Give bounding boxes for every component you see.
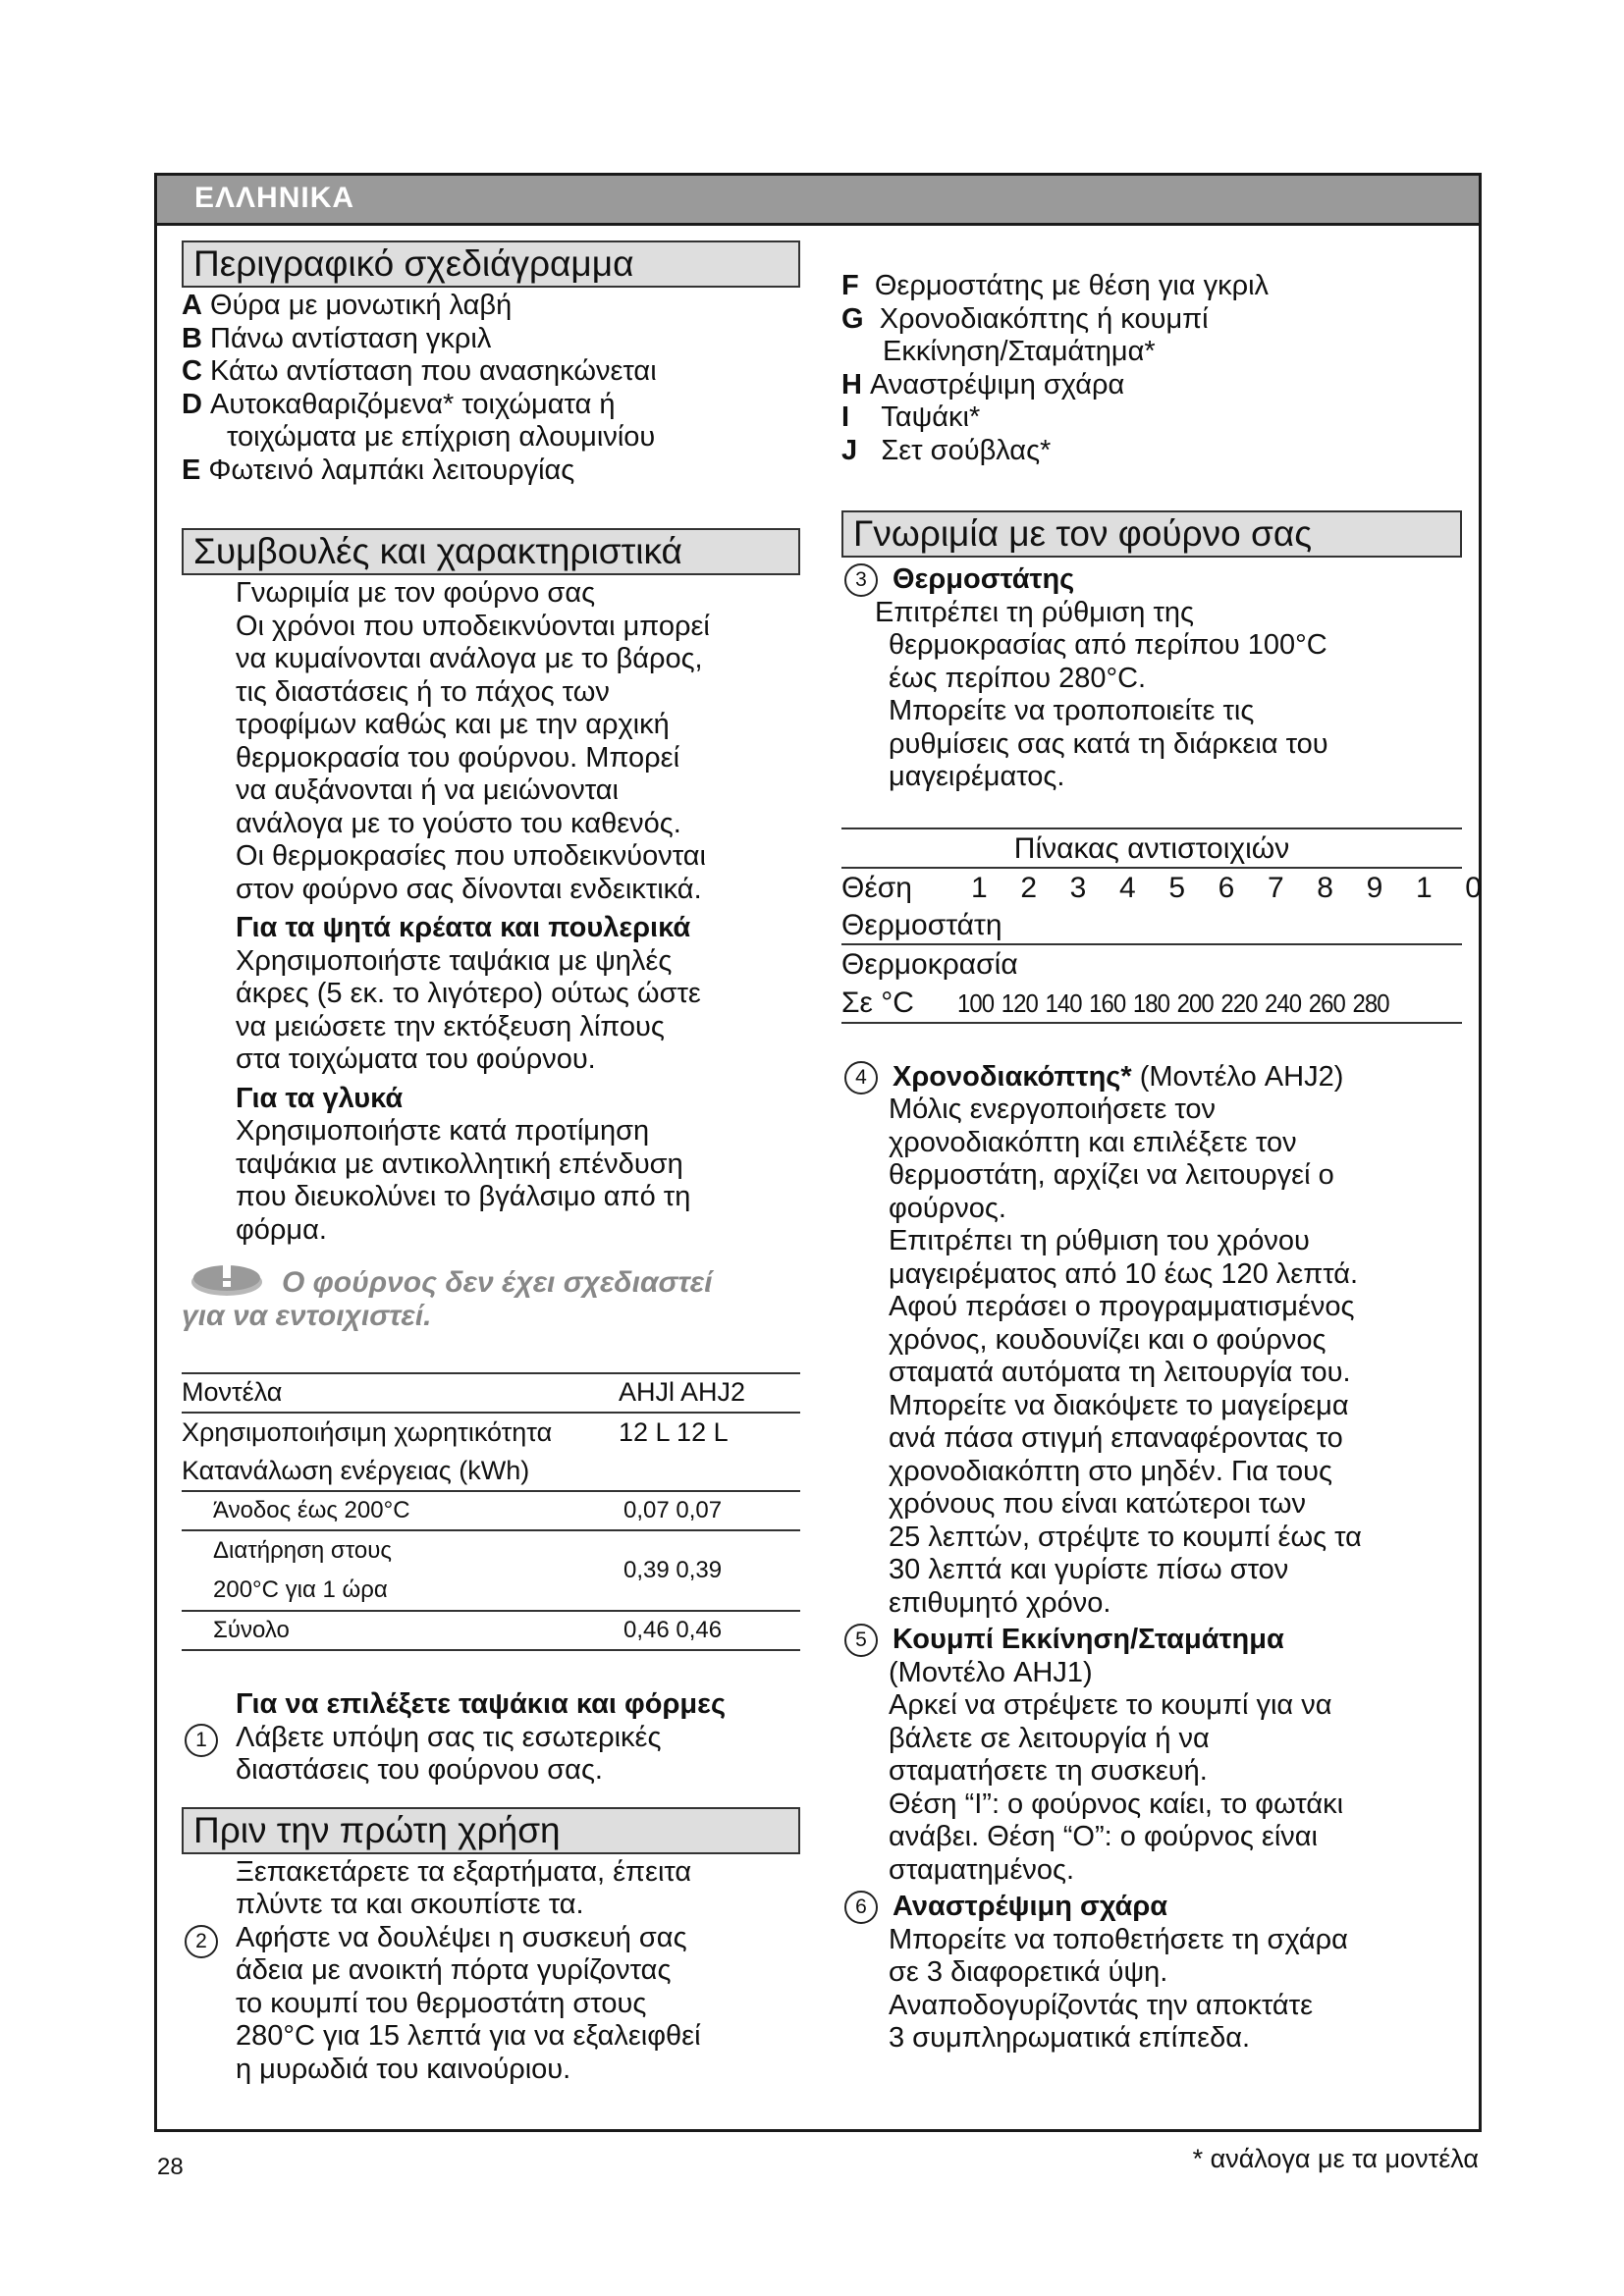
- text-line: 30 λεπτά και γυρίστε πίσω στον: [889, 1554, 1289, 1585]
- position-value: 7: [1267, 871, 1284, 904]
- table-row: [182, 1530, 800, 1611]
- text-line: Μόλις ενεργοποιήσετε τον: [889, 1094, 1217, 1125]
- text-line: ταψάκια με αντικολλητική επένδυση: [236, 1148, 683, 1180]
- timer-title-line: Χρονοδιακόπτης* (Μοντέλο AHJ2): [893, 1060, 1344, 1093]
- position-value: 3: [1069, 871, 1087, 904]
- right-column: [841, 270, 1482, 2056]
- text-line: σε 3 διαφορετικά ύψη.: [889, 1956, 1168, 1988]
- text-line: Επιτρέπει τη ρύθμιση του χρόνου: [889, 1225, 1310, 1256]
- cell-line: 200°C για 1 ώρα: [213, 1576, 388, 1603]
- table-cell: [182, 1530, 619, 1611]
- positions-list: [971, 869, 1482, 908]
- text-line: Μπορείτε να τροποποιείτε τις: [889, 695, 1255, 726]
- meat-title: Για τα ψητά κρέατα και πουλερικά: [236, 912, 691, 943]
- step-number-4: 4: [844, 1061, 878, 1095]
- text-line: πλύντε τα και σκουπίστε τα.: [236, 1889, 584, 1920]
- table-cell: AHJl AHJ2: [619, 1377, 746, 1408]
- text-line: ανάλογα με το γούστο του καθενός.: [236, 807, 681, 839]
- text-line: Μπορείτε να τοποθετήσετε τη σχάρα: [889, 1923, 1348, 1955]
- startstop-section: [841, 1624, 1470, 1887]
- position-value: 0: [1465, 871, 1482, 904]
- text-line: θερμοστάτη, αρχίζει να λειτουργεί ο: [889, 1159, 1334, 1191]
- overview-item: C Κάτω αντίσταση που ανασηκώνεται: [182, 355, 657, 387]
- position-label: Θέση: [841, 871, 912, 904]
- table-row: [182, 1373, 800, 1413]
- text-line: φούρνος.: [889, 1192, 1006, 1224]
- step-1: [182, 1688, 800, 1788]
- text-line: χρόνος, κουδουνίζει και ο φούρνος: [889, 1323, 1326, 1356]
- temperature-value: 140: [1045, 988, 1082, 1018]
- table-cell: 0,07 0,07: [623, 1497, 723, 1524]
- overview-item: A Θύρα με μονωτική λαβή: [182, 290, 513, 321]
- position-value: 8: [1317, 871, 1333, 904]
- overview-item: F Θερμοστάτης με θέση για γκριλ: [841, 270, 1270, 301]
- step-number-5: 5: [844, 1624, 878, 1657]
- oven-heading: Γνωριμία με τον φούρνο σας: [841, 510, 1462, 558]
- temperature-value: 260: [1308, 988, 1345, 1018]
- warning-note: [182, 1256, 800, 1332]
- text-line: στον φούρνο σας δίνονται ενδεικτικά.: [236, 873, 702, 905]
- text-line: Αφού περάσει ο προγραμματισμένος: [889, 1291, 1355, 1322]
- text-line: Λάβετε υπόψη σας τις εσωτερικές: [236, 1721, 662, 1753]
- text-line: να αυξάνονται ή να μειώνονται: [236, 774, 619, 806]
- text-line: Αναποδογυρίζοντάς την αποκτάτε: [889, 1989, 1314, 2021]
- text-line: Οι χρόνοι που υποδεικνύονται μπορεί: [236, 610, 710, 642]
- temperature-value: 160: [1089, 988, 1126, 1018]
- table-row: [182, 1491, 800, 1530]
- text-line: τις διαστάσεις ή το πάχος των: [236, 675, 610, 708]
- text-line: Θέση “I”: ο φούρνος καίει, το φωτάκι: [889, 1788, 1344, 1820]
- text-line: σταματά αυτόματα τη λειτουργία του.: [889, 1357, 1351, 1388]
- tips-heading: Συμβουλές και χαρακτηριστικά: [182, 528, 800, 575]
- text-line: στα τοιχώματα του φούρνου.: [236, 1043, 596, 1075]
- footnote: * ανάλογα με τα μοντέλα: [1192, 2144, 1479, 2173]
- text-line: η μυρωδιά του καινούριου.: [236, 2053, 571, 2085]
- overview-item: E Φωτεινό λαμπάκι λειτουργίας: [182, 454, 575, 486]
- overview-item: D Αυτοκαθαριζόμενα* τοιχώματα ή: [182, 388, 616, 420]
- temperatures-list: [957, 983, 1389, 1024]
- text-line: μαγειρέματος από 10 έως 120 λεπτά.: [889, 1257, 1359, 1290]
- text-line: χρονοδιακόπτη και επιλέξετε τον: [889, 1126, 1297, 1158]
- timer-section: [841, 1061, 1470, 1621]
- text-line: άδεια με ανοικτή πόρτα γυρίζοντας: [236, 1954, 672, 1986]
- warning-line-2: για να εντοιχιστεί.: [182, 1300, 432, 1332]
- first-use-body: [182, 1856, 800, 2087]
- text-line: φόρμα.: [236, 1213, 327, 1246]
- table-row: [182, 1452, 800, 1491]
- cell-line: Διατήρηση στους: [213, 1537, 392, 1564]
- text-line: να κυμαίνονται ανάλογα με το βάρος,: [236, 643, 703, 674]
- text-line: Χρησιμοποιήστε ταψάκια με ψηλές: [236, 944, 673, 977]
- table-cell: Μοντέλα: [182, 1377, 283, 1408]
- overview-list-right: [841, 270, 1470, 467]
- text-line: που διευκολύνει το βγάλσιμο από τη: [236, 1181, 691, 1212]
- step1-title: Για να επιλέξετε ταψάκια και φόρμες: [236, 1688, 727, 1720]
- position-value: 2: [1020, 871, 1038, 904]
- table-cell: Σύνολο: [213, 1617, 290, 1644]
- overview-list-left: [182, 290, 800, 487]
- page-number: 28: [157, 2154, 184, 2180]
- position-value: 9: [1366, 871, 1383, 904]
- language-bar: [157, 176, 1479, 226]
- text-line: Χρησιμοποιήστε κατά προτίμηση: [236, 1115, 650, 1147]
- text-line: ανά πάσα στιγμή επαναφέροντας το: [889, 1422, 1343, 1454]
- table-cell: Χρησιμοποιήσιμη χωρητικότητα: [182, 1416, 553, 1447]
- thermostat-section: [841, 563, 1470, 794]
- text-line: έως περίπου 280°C.: [889, 662, 1147, 694]
- text-line: 25 λεπτών, στρέψτε το κουμπί έως τα: [889, 1521, 1362, 1553]
- tips-intro: [182, 577, 800, 1247]
- position-value: 4: [1118, 871, 1136, 904]
- position-value: 1: [1415, 871, 1433, 904]
- overview-heading: Περιγραφικό σχεδιάγραμμα: [182, 240, 800, 288]
- left-column: [182, 240, 800, 2086]
- text-line: Ξεπακετάρετε τα εξαρτήματα, έπειτα: [236, 1855, 692, 1888]
- warning-icon: [188, 1256, 266, 1300]
- text-line: Γνωριμία με τον φούρνο σας: [236, 577, 596, 609]
- warning-line-1: Ο φούρνος δεν έχει σχεδιαστεί: [282, 1266, 713, 1299]
- table-row: [182, 1413, 800, 1452]
- text-line: ρυθμίσεις σας κατά τη διάρκεια του: [889, 727, 1328, 760]
- overview-item-cont: Εκκίνηση/Σταμάτημα*: [883, 336, 1156, 367]
- position-value: 6: [1218, 871, 1235, 904]
- text-line: ανάβει. Θέση “O”: ο φούρνος είναι: [889, 1821, 1318, 1852]
- text-line: να μειώσετε την εκτόξευση λίπους: [236, 1010, 665, 1042]
- text-line: Αρκεί να στρέψετε το κουμπί για να: [889, 1689, 1332, 1721]
- text-line: θερμοκρασία του φούρνου. Μπορεί: [236, 741, 680, 774]
- first-use-heading: Πριν την πρώτη χρήση: [182, 1807, 800, 1854]
- thermostat-label: Θερμοστάτη: [841, 908, 1002, 941]
- page-frame: [154, 173, 1482, 2132]
- sweets-title: Για τα γλυκά: [236, 1082, 404, 1114]
- text-line: μαγειρέματος.: [889, 761, 1065, 792]
- overview-item: J Σετ σούβλας*: [841, 434, 1052, 466]
- temperature-value: 120: [1001, 988, 1038, 1018]
- celsius-row: [841, 983, 1462, 1024]
- correspondence-title: Πίνακας αντιστοιχιών: [841, 828, 1462, 867]
- position-value: 5: [1168, 871, 1185, 904]
- text-line: χρόνους που είναι κατώτεροι των: [889, 1488, 1307, 1520]
- text-line: Επιτρέπει τη ρύθμιση της: [875, 596, 1195, 628]
- table-cell: 0,39 0,39: [623, 1557, 723, 1584]
- overview-item: B Πάνω αντίσταση γκριλ: [182, 322, 492, 354]
- rack-title: Αναστρέψιμη σχάρα: [893, 1891, 1168, 1922]
- text-line: επιθυμητό χρόνο.: [889, 1586, 1111, 1619]
- text-line: 280°C για 15 λεπτά για να εξαλειφθεί: [236, 2020, 701, 2052]
- overview-item-cont: τοιχώματα με επίχριση αλουμινίου: [227, 421, 656, 453]
- table-row: [182, 1611, 800, 1650]
- thermostat-title: Θερμοστάτης: [893, 563, 1075, 595]
- temperature-value: 280: [1352, 988, 1389, 1018]
- step-number-6: 6: [844, 1891, 878, 1924]
- temperature-value: 220: [1220, 988, 1258, 1018]
- text-line: διαστάσεις του φούρνου σας.: [236, 1754, 603, 1786]
- overview-item: H Αναστρέψιμη σχάρα: [841, 368, 1125, 400]
- step-number-2: 2: [185, 1925, 218, 1958]
- step-number-3: 3: [844, 563, 878, 597]
- text-line: 3 συμπληρωματικά επίπεδα.: [889, 2022, 1251, 2054]
- correspondence-table: [841, 828, 1482, 1024]
- temperature-label: Θερμοκρασία: [841, 943, 1462, 983]
- overview-item: G Χρονοδιακόπτης ή κουμπί: [841, 302, 1209, 335]
- rack-section: [841, 1891, 1470, 2056]
- position-value: 1: [971, 871, 988, 904]
- models-table: [182, 1372, 800, 1651]
- table-cell: Άνοδος έως 200°C: [213, 1497, 410, 1524]
- text-line: το κουμπί του θερμοστάτη στους: [236, 1987, 647, 2019]
- step-number-1: 1: [185, 1724, 218, 1757]
- text-line: Αφήστε να δουλέψει η συσκευή σας: [236, 1921, 687, 1953]
- text-line: Μπορείτε να διακόψετε το μαγείρεμα: [889, 1389, 1349, 1421]
- text-line: σταματήσετε τη συσκευή.: [889, 1755, 1208, 1787]
- text-line: άκρες (5 εκ. το λιγότερο) ούτως ώστε: [236, 978, 701, 1009]
- text-line: (Μοντέλο AHJ1): [889, 1656, 1093, 1688]
- text-line: χρονοδιακόπτη στο μηδέν. Για τους: [889, 1455, 1332, 1487]
- temperature-value: 100: [957, 988, 995, 1018]
- text-line: βάλετε σε λειτουργία ή να: [889, 1722, 1210, 1754]
- temperature-value: 240: [1265, 988, 1302, 1018]
- text-line: σταματημένος.: [889, 1853, 1075, 1886]
- text-line: θερμοκρασίας από περίπου 100°C: [889, 629, 1327, 661]
- temperature-value: 180: [1132, 988, 1170, 1018]
- table-cell: 12 L 12 L: [619, 1416, 729, 1447]
- text-line: Οι θερμοκρασίες που υποδεικνύονται: [236, 840, 706, 872]
- celsius-label: Σε °C: [841, 986, 914, 1019]
- position-row: [841, 867, 1482, 906]
- overview-item: I Ταψάκι*: [841, 401, 981, 433]
- temperature-value: 200: [1176, 988, 1214, 1018]
- table-cell: 0,46 0,46: [623, 1617, 723, 1644]
- startstop-title: Κουμπί Εκκίνηση/Σταμάτημα: [893, 1624, 1284, 1655]
- text-line: τροφίμων καθώς και με την αρχική: [236, 709, 670, 740]
- language-label: ΕΛΛΗΝΙΚΑ: [194, 182, 355, 214]
- table-cell: Κατανάλωση ενέργειας (kWh): [182, 1455, 530, 1485]
